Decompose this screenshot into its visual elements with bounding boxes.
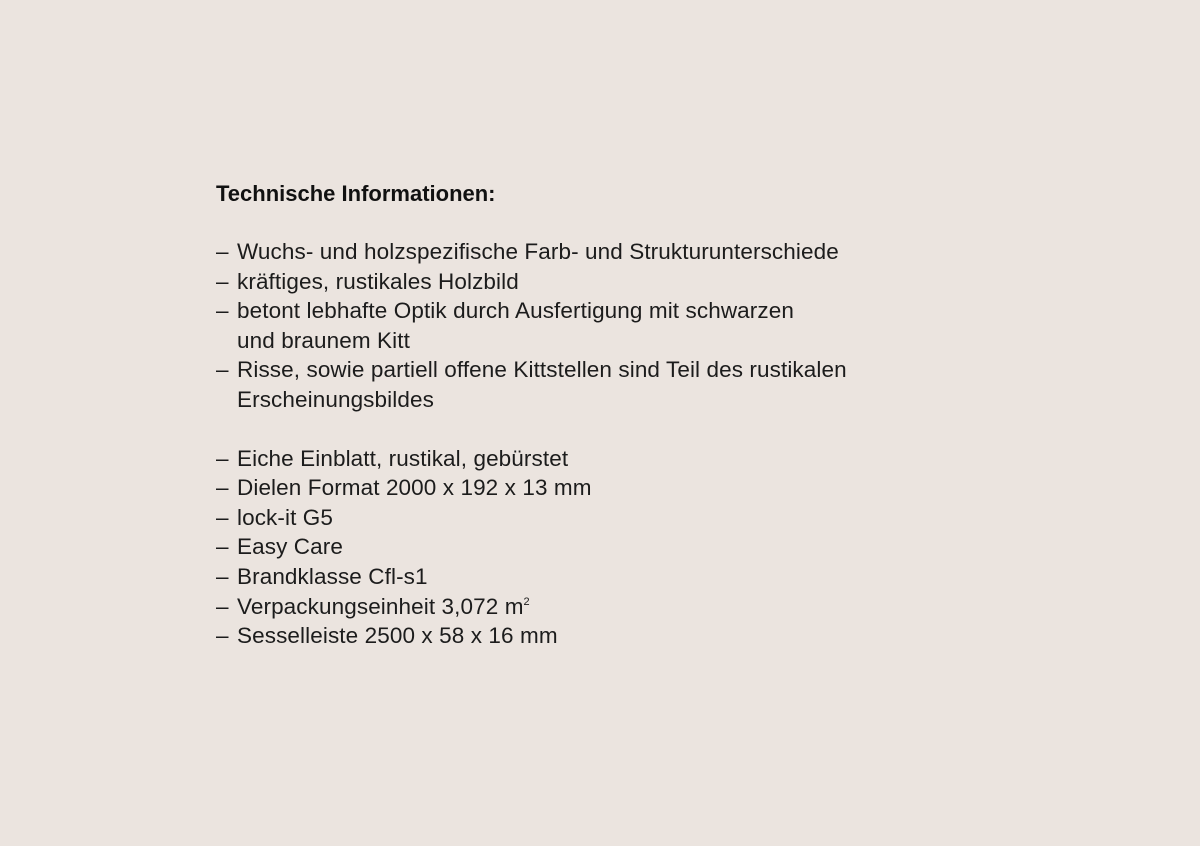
list-item-text: Wuchs- und holzspezifische Farb- und Strukturunterschiede (237, 239, 839, 264)
list-item (216, 296, 1016, 355)
specification-list (216, 444, 1016, 651)
dash-bullet: – (216, 357, 229, 383)
dash-bullet: – (216, 593, 229, 619)
list-item (216, 592, 1016, 622)
list-item (216, 355, 1016, 414)
list-item-text-line: und braunem Kitt (237, 327, 410, 353)
dash-bullet: – (216, 623, 229, 649)
list-spacer (216, 415, 1016, 444)
list-item (216, 444, 1016, 474)
list-item-text-line: betont lebhafte Optik durch Ausfertigung mit schwarzen (237, 298, 794, 324)
superscript-unit: 2 (523, 595, 530, 608)
list-item-text: Sesselleiste 2500 x 58 x 16 mm (237, 623, 558, 649)
list-item-text: lock-it G5 (237, 504, 334, 530)
list-item-text: Dielen Format 2000 x 192 x 13 mm (237, 475, 592, 501)
section-title: Technische Informationen: (216, 181, 496, 206)
dash-bullet: – (216, 475, 229, 501)
list-item (216, 267, 1016, 297)
list-item-text: Easy Care (237, 534, 343, 560)
list-item (216, 503, 1016, 533)
dash-bullet: – (216, 268, 229, 294)
list-item (216, 621, 1016, 651)
dash-bullet: – (216, 534, 229, 560)
dash-bullet: – (216, 298, 229, 324)
list-item-text: Eiche Einblatt, rustikal, gebürstet (237, 445, 569, 471)
list-item (216, 532, 1016, 562)
dash-bullet: – (216, 239, 229, 264)
list-item-text: Verpackungseinheit 3,072 m (237, 593, 524, 619)
list-item (216, 237, 1016, 267)
technical-info-section (216, 178, 1016, 651)
list-item-text: Brandklasse Cfl-s1 (237, 563, 428, 589)
list-item (216, 473, 1016, 503)
dash-bullet: – (216, 563, 229, 589)
list-item (216, 562, 1016, 592)
list-item-text-line: Erscheinungsbildes (237, 386, 434, 412)
dash-bullet: – (216, 445, 229, 471)
list-item-text-line: Risse, sowie partiell offene Kittstellen sind Teil des rustikalen (237, 357, 847, 383)
dash-bullet: – (216, 504, 229, 530)
list-item-text: kräftiges, rustikales Holzbild (237, 268, 519, 294)
feature-list (216, 237, 1016, 415)
